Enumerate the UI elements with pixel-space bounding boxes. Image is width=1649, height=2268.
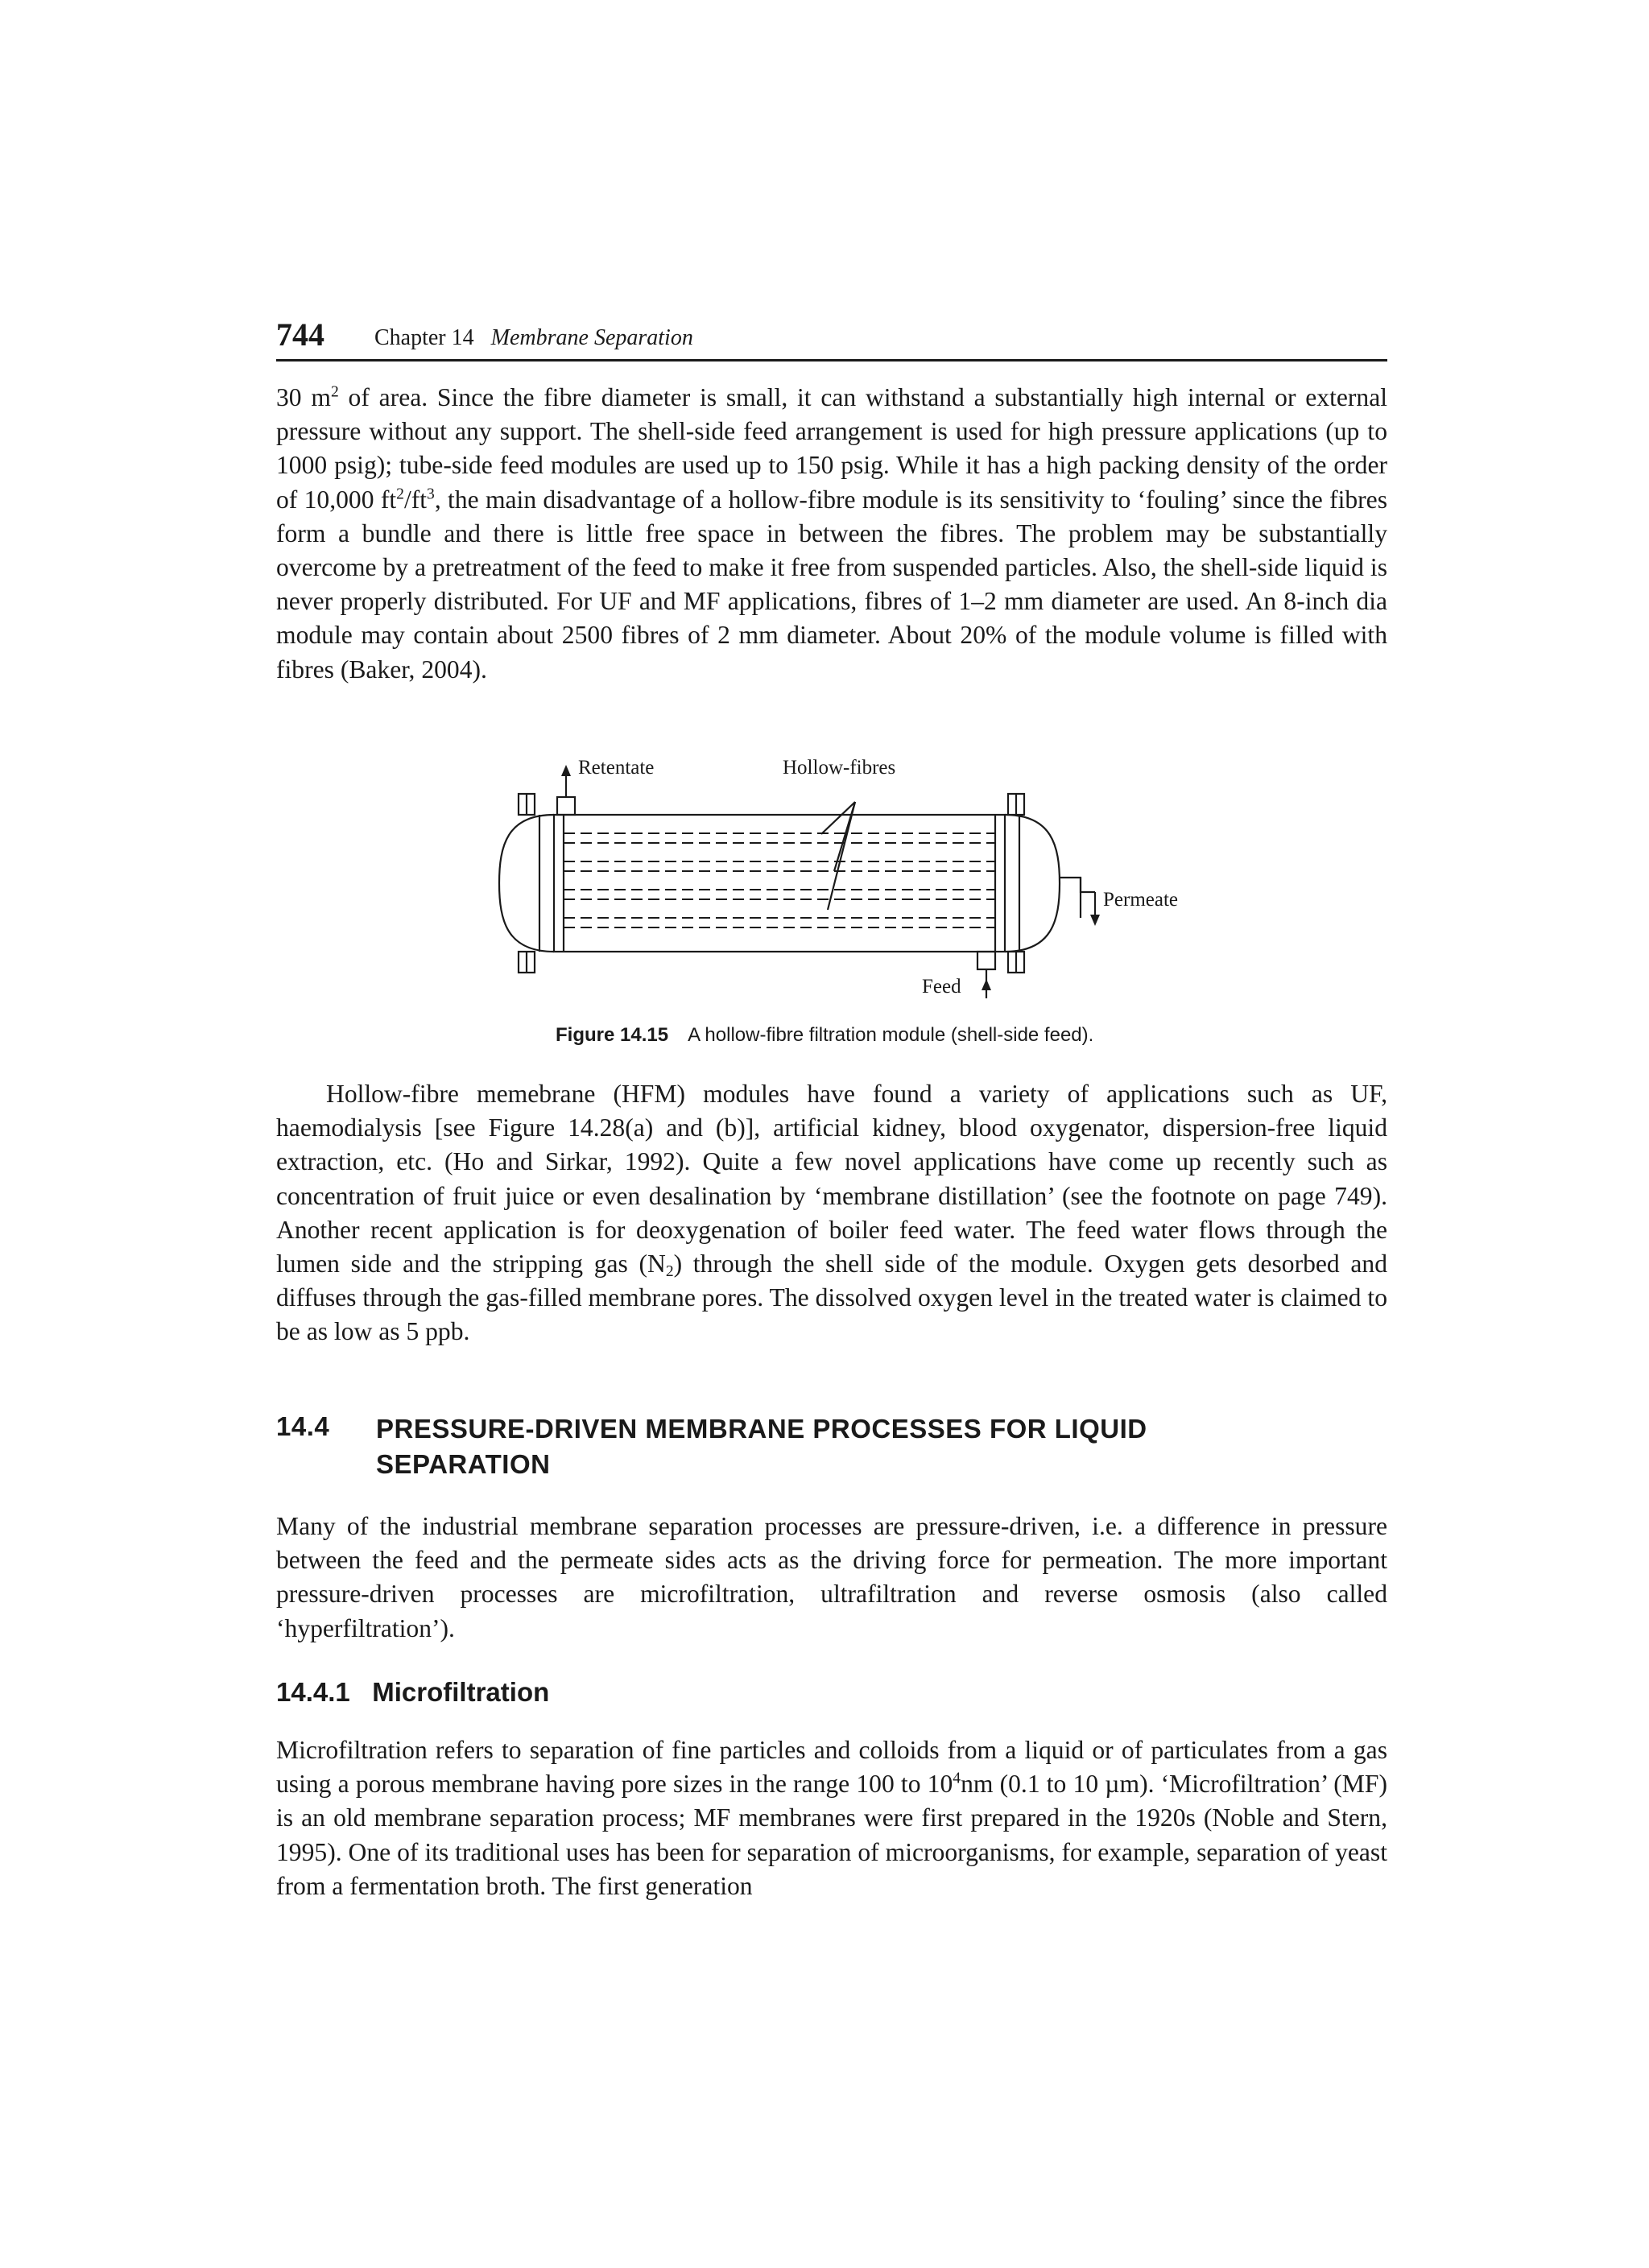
subsection-heading bbox=[276, 1677, 549, 1708]
page-number: 744 bbox=[276, 316, 324, 353]
figure-caption-label: Figure 14.15 bbox=[556, 1024, 669, 1046]
right-end-cap bbox=[1005, 815, 1060, 952]
module-diagram bbox=[483, 757, 1208, 1014]
retentate-nozzle bbox=[557, 797, 575, 815]
figure-caption bbox=[556, 1024, 1093, 1047]
running-header bbox=[276, 316, 1387, 361]
feed-arrow bbox=[982, 979, 991, 990]
retentate-arrow bbox=[561, 765, 571, 776]
module-shell bbox=[554, 815, 1005, 952]
paragraph-microfiltration: Microfiltration refers to separation of fine particles and colloids from a liquid or of particulates from a gas using a porous membrane having pore sizes in the range 100 to $10^4nm$ (0.1 to 10 µm). ‘Microfiltration’ (MF) is an old membrane separation process; MF membranes were first prepared in the 1920s (Noble and Stern, 1995). One of its traditional uses has been for separation of microorganisms, for example, separation of yeast from a fermentation broth. The first generation bbox=[276, 1736, 1387, 1900]
permeate-label: Permeate bbox=[1103, 889, 1179, 911]
paragraph-hollow-fibre-modules: 30 $m^2$ of area. Since the fibre diameter is small, it can withstand a substantially high internal or external pressure without any support. The shell-side feed arrangement is used for high pressure applications (up to 1000 psig); tube-side feed modules are used up to 150 psig. While it has a high packing density of the order of 10,000 $ft^2/ft^3$, the main disadvantage of a hollow-fibre module is its sensitivity to ‘fouling’ since the fibres form a bundle and there is little free space in between the fibres. The problem may be substantially overcome by a pretreatment of the feed to make it free from suspended particles. Also, the shell-side liquid is never properly distributed. For UF and MF applications, fibres of 1–2 mm diameter are used. An 8-inch dia module may contain about 2500 fibres of 2 mm diameter. About 20% of the module volume is filled with fibres (Baker, 2004). bbox=[276, 383, 1387, 684]
paragraph-hfm-applications: Hollow-fibre memebrane (HFM) modules have found a variety of applications such as UF, haemodialysis [see Figure 14.28(a) and (b)], artificial kidney, blood oxygenator, dispersion-free liquid extraction, etc. (Ho and Sirkar, 1992). Quite a few novel applications have come up recently such as concentration of fruit juice or even desalination by ‘membrane distillation’ (see the footnote on page 749). Another recent application is for deoxygenation of boiler feed water. The feed water flows through the lumen side and the stripping gas $(N_2)$ through the shell side of the module. Oxygen gets desorbed and diffuses through the gas-filled membrane pores. The dissolved oxygen level in the treated water is claimed to be as low as 5 ppb. bbox=[276, 1080, 1387, 1346]
leader-line-3 bbox=[828, 802, 855, 910]
left-end-cap bbox=[499, 815, 554, 952]
subsection-number: 14.4.1 bbox=[276, 1677, 350, 1707]
permeate-outlet bbox=[1060, 878, 1095, 892]
chapter-number: Chapter 14 bbox=[374, 325, 474, 350]
subsection-title: Microfiltration bbox=[372, 1677, 550, 1707]
hollow-fibres-label: Hollow-fibres bbox=[783, 757, 896, 779]
figure-caption-text: A hollow-fibre filtration module (shell-side feed). bbox=[688, 1024, 1094, 1046]
section-title: PRESSURE-DRIVEN MEMBRANE PROCESSES FOR LIQUID SEPARATION bbox=[376, 1414, 1147, 1479]
chapter-title: Membrane Separation bbox=[490, 325, 693, 350]
hollow-fibre-module-figure bbox=[483, 757, 1208, 1014]
retentate-label: Retentate bbox=[578, 757, 655, 779]
permeate-arrow bbox=[1090, 915, 1100, 926]
chapter-heading bbox=[374, 325, 693, 351]
section-number: 14.4 bbox=[276, 1411, 330, 1441]
feed-label: Feed bbox=[922, 976, 961, 998]
hollow-fibres bbox=[564, 833, 995, 927]
paragraph-pressure-driven: Many of the industrial membrane separation processes are pressure-driven, i.e. a difference in pressure between the feed and the permeate sides acts as the driving force for permeation. The more important pressure-driven processes are microfiltration, ultrafiltration and reverse osmosis (also called ‘hyperfiltration’). bbox=[276, 1512, 1387, 1642]
feed-nozzle bbox=[977, 952, 995, 969]
